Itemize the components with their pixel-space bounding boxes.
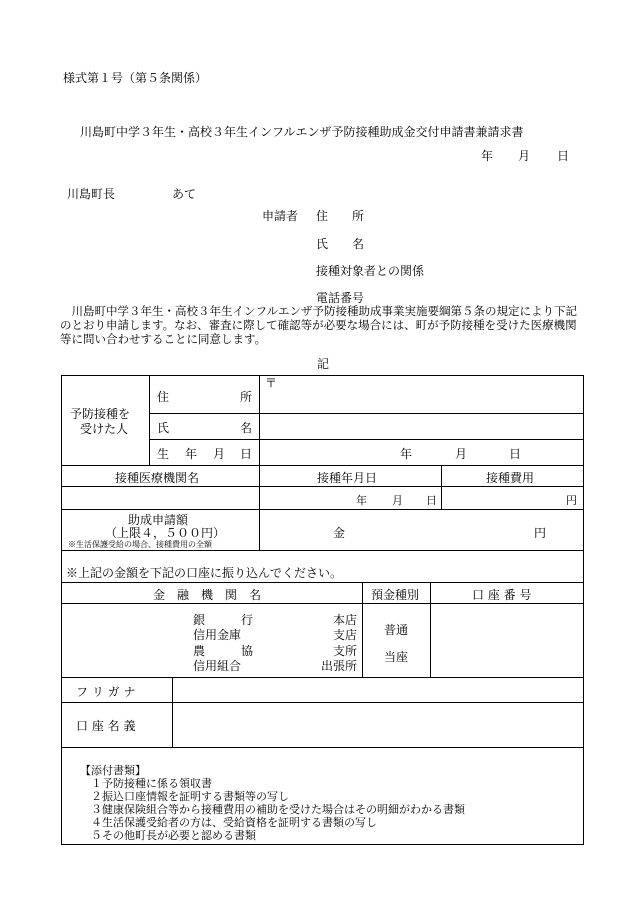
bank-kind-4: 信用組合 [193, 659, 242, 673]
bank-notice: ※上記の金額を下記の口座に振り込んでください。 [66, 566, 343, 580]
applicant-label: 申請者 [262, 209, 299, 223]
medical-institution-header: 接種医療機関名 [115, 471, 200, 485]
bank-branch-3: 支所 [333, 644, 358, 658]
bank-type-header: 預金種別 [371, 588, 420, 602]
account-holder-label: 口 座 名 義 [76, 719, 136, 733]
ki-heading: 記 [317, 357, 330, 371]
bank-kind-3: 農 協 [193, 644, 254, 658]
bank-kind-1: 銀 行 [193, 613, 254, 627]
attachment-item-4: ４生活保護受給者の方は、受給資格を証明する書類の写し [91, 816, 377, 829]
birth-month: 月 [455, 447, 468, 461]
grant-note: ※生活保護受給の場合、接種費用の全額 [68, 540, 212, 549]
address-label-2: 所 [240, 390, 253, 404]
bank-kind-2: 信用金庫 [193, 628, 242, 642]
applicant-relation-label: 接種対象者との関係 [316, 264, 425, 278]
account-type-toza: 当座 [384, 650, 409, 664]
birth-day: 日 [509, 447, 522, 461]
applicant-address-label: 住 所 [316, 209, 365, 223]
account-type-futsu: 普通 [384, 623, 409, 637]
document-title: 川島町中学３年生・高校３年生インフルエンザ予防接種助成金交付申請書兼請求書 [80, 125, 524, 139]
application-paragraph: 川島町中学３年生・高校３年生インフルエンザ予防接種助成事業実施要綱第５条の規定により下記のとおり申請します。なお、審査に際して確認等が必要な場合には、町が予防接種を受けた医療機関等に問い合わせすることに同意します。 [60, 304, 578, 346]
name-label-2: 名 [240, 421, 253, 435]
attachment-item-1: １予防接種に係る領収書 [91, 777, 212, 790]
address-label-1: 住 [157, 390, 170, 404]
medical-date-header: 接種年月日 [317, 471, 378, 485]
addressee-suffix: あて [172, 187, 197, 201]
date-year: 年 [481, 149, 494, 163]
grant-kin: 金 [333, 526, 346, 540]
recipient-header-1: 予防接種を [70, 407, 131, 421]
recipient-header-2: 受けた人 [80, 422, 129, 436]
medical-date-month: 月 [392, 494, 403, 507]
grant-label: 助成申請額 [128, 513, 189, 527]
applicant-name-label: 氏 名 [316, 237, 365, 251]
birth-year: 年 [400, 447, 413, 461]
grant-limit: （上限４，５００円） [105, 526, 226, 540]
medical-cost-header: 接種費用 [486, 471, 535, 485]
grant-yen: 円 [534, 526, 547, 540]
birth-label-3: 月 [213, 447, 226, 461]
applicant-phone-label: 電話番号 [316, 291, 365, 305]
bank-number-header: 口 座 番 号 [472, 588, 532, 602]
attachment-item-5: ５その他町長が必要と認める書類 [91, 829, 256, 842]
addressee-name: 川島町長 [67, 187, 116, 201]
medical-date-day: 日 [426, 494, 437, 507]
birth-label-4: 日 [240, 447, 253, 461]
name-label-1: 氏 [157, 421, 170, 435]
date-day: 日 [557, 149, 570, 163]
postal-mark: 〒 [265, 376, 278, 390]
attachments-title: 【添付書類】 [80, 764, 146, 777]
medical-date-year: 年 [356, 494, 367, 507]
bank-branch-1: 本店 [333, 613, 358, 627]
bank-branch-4: 出張所 [321, 659, 358, 673]
bank-branch-2: 支店 [333, 628, 358, 642]
attachment-item-3: ３健康保険組合等から接種費用の補助を受けた場合はその明細がわかる書類 [91, 803, 465, 816]
furigana-label: フ リ ガ ナ [76, 685, 136, 699]
medical-cost-unit: 円 [566, 494, 577, 507]
form-number: 様式第１号（第５条関係） [63, 71, 208, 85]
date-month: 月 [518, 149, 531, 163]
birth-label-1: 生 [157, 447, 170, 461]
attachment-item-2: ２振込口座情報を証明する書類等の写し [91, 790, 289, 803]
birth-label-2: 年 [185, 447, 198, 461]
bank-name-header: 金 融 機 関 名 [153, 588, 262, 602]
